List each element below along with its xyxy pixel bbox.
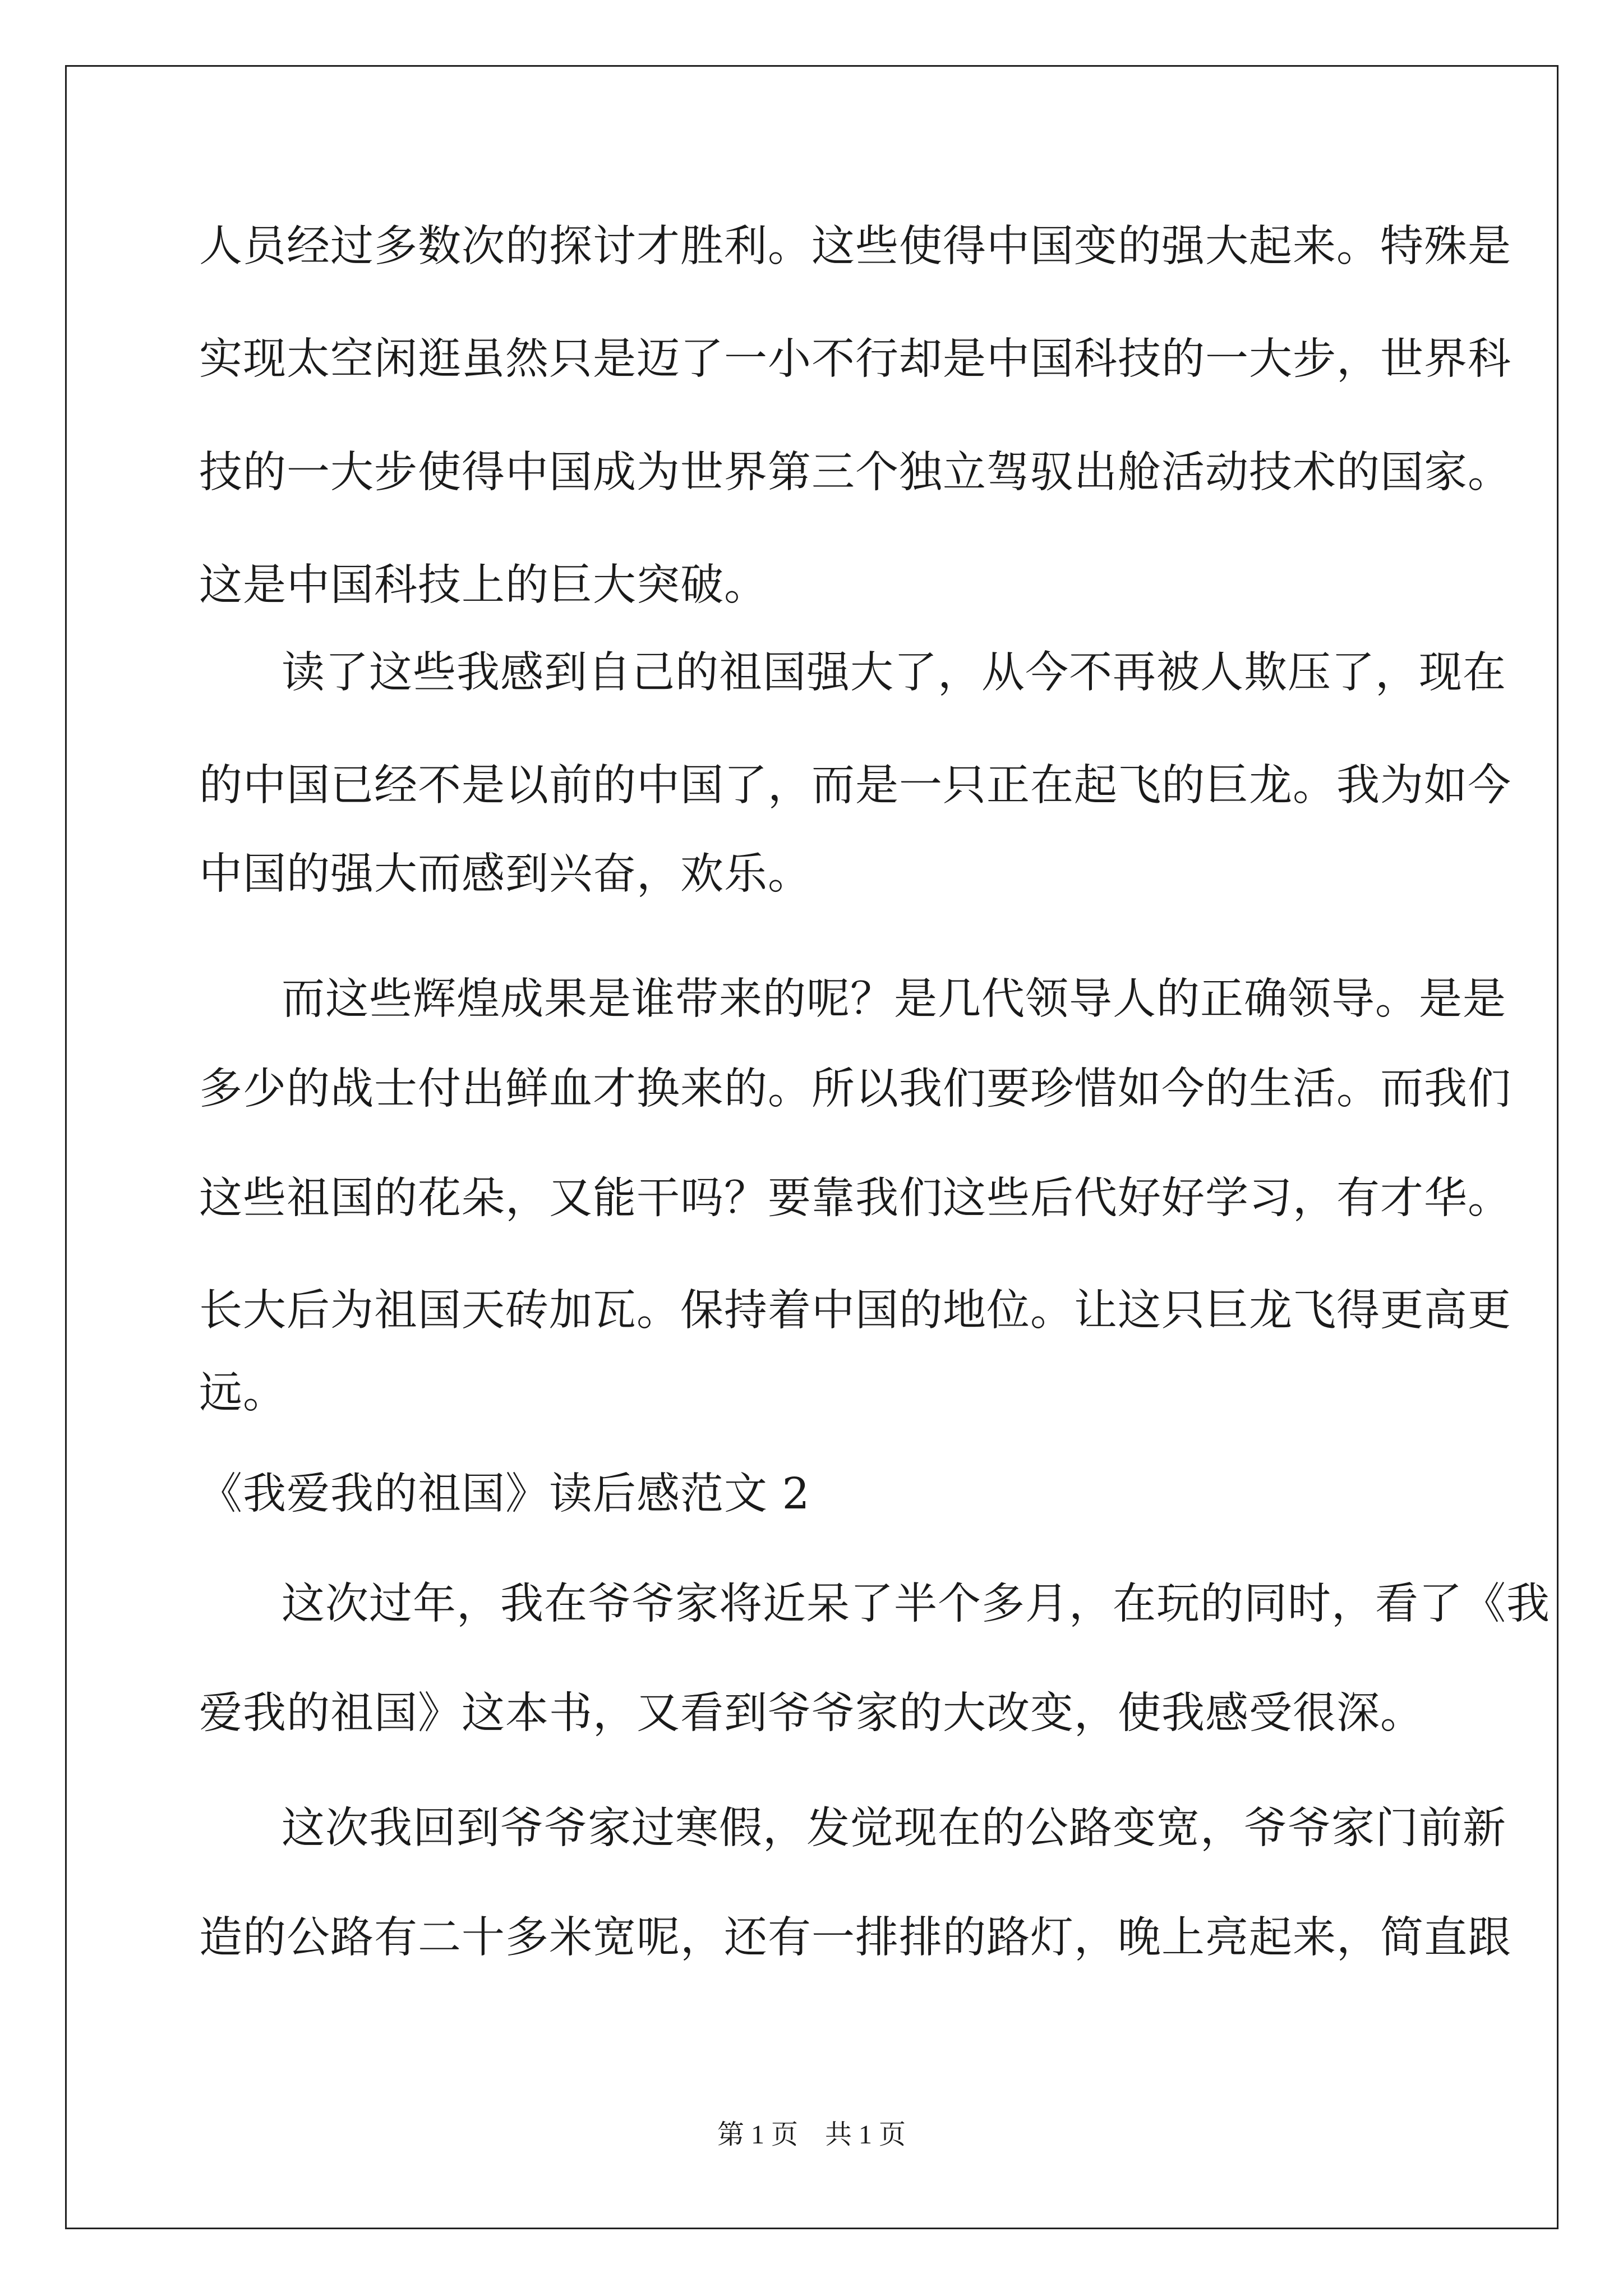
body-line: 造的公路有二十多米宽呢，还有一排排的路灯，晚上亮起来，简直跟 <box>199 1913 1511 1963</box>
body-line: 技的一大步使得中国成为世界第三个独立驾驭出舱活动技术的国家。 <box>199 448 1511 498</box>
body-line: 远。 <box>199 1368 287 1418</box>
paragraph-first-line: 而这些辉煌成果是谁带来的呢？是几代领导人的正确领导。是是 <box>282 974 1506 1024</box>
body-line: 人员经过多数次的探讨才胜利。这些使得中国变的强大起来。特殊是 <box>199 222 1511 272</box>
body-line: 爱我的祖国》这本书，又看到爷爷家的大改变，使我感受很深。 <box>199 1688 1424 1738</box>
body-line: 实现太空闲逛虽然只是迈了一小不行却是中国科技的一大步，世界科 <box>199 334 1511 384</box>
paragraph-first-line: 这次过年，我在爷爷家将近呆了半个多月，在玩的同时，看了《我 <box>282 1579 1550 1629</box>
body-line: 中国的强大而感到兴奋，欢乐。 <box>199 849 811 899</box>
body-line: 的中国已经不是以前的中国了，而是一只正在起飞的巨龙。我为如今 <box>199 761 1511 811</box>
page-border <box>65 65 1559 2229</box>
paragraph-first-line: 这次我回到爷爷家过寒假，发觉现在的公路变宽，爷爷家门前新 <box>282 1803 1506 1853</box>
body-line: 这是中国科技上的巨大突破。 <box>199 560 768 610</box>
body-line: 多少的战士付出鲜血才换来的。所以我们要珍惜如今的生活。而我们 <box>199 1064 1511 1114</box>
page-number-footer: 第 1 页 共 1 页 <box>717 2120 906 2150</box>
section-heading: 《我爱我的祖国》读后感范文 2 <box>199 1469 810 1519</box>
paragraph-first-line: 读了这些我感到自己的祖国强大了，从今不再被人欺压了，现在 <box>282 648 1506 698</box>
body-line: 长大后为祖国天砖加瓦。保持着中国的地位。让这只巨龙飞得更高更 <box>199 1286 1511 1336</box>
body-line: 这些祖国的花朵，又能干吗？要靠我们这些后代好好学习，有才华。 <box>199 1174 1511 1223</box>
